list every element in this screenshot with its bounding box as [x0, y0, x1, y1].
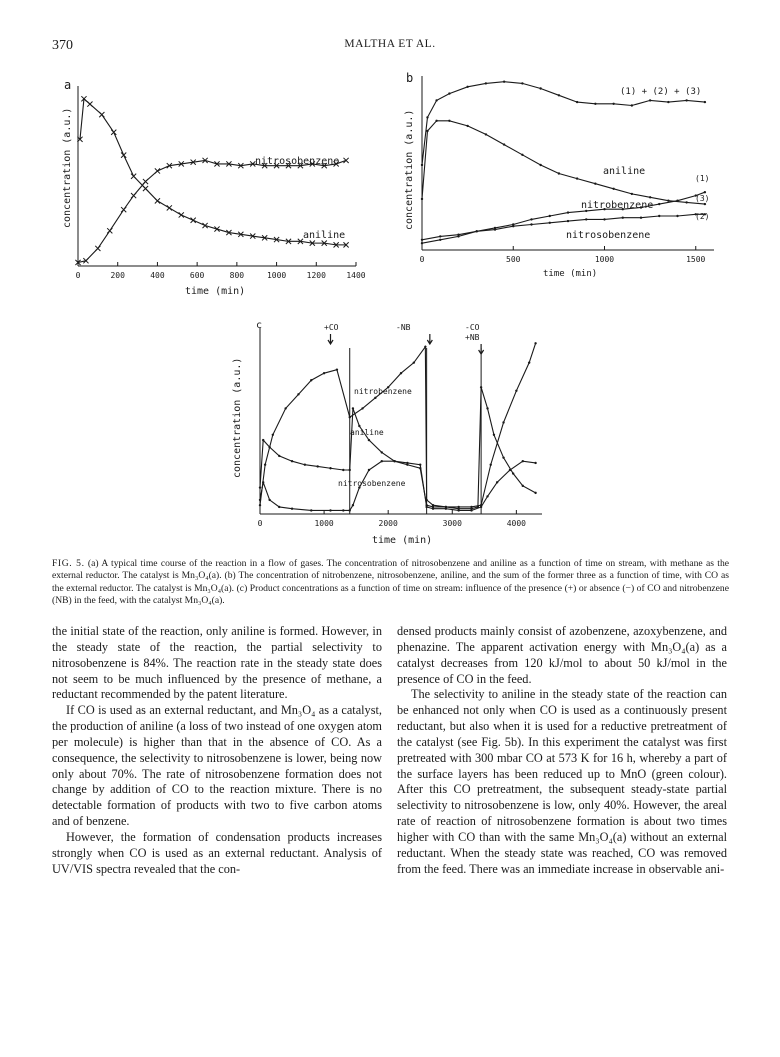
- data-point: [291, 508, 293, 510]
- panel-a-x-ticks: [76, 262, 366, 280]
- data-point: [490, 464, 492, 466]
- data-point: [143, 179, 148, 184]
- panel-b-x-ticks: [420, 246, 706, 264]
- data-point: [435, 120, 437, 122]
- data-point: [466, 86, 468, 88]
- panel-b-label-nitrobenzene: nitrobenzene: [581, 200, 654, 211]
- data-point: [558, 94, 560, 96]
- data-point: [612, 103, 614, 105]
- panel-c-ylabel: concentration (a.u.): [232, 357, 243, 478]
- data-point: [310, 509, 312, 511]
- data-point: [304, 464, 306, 466]
- data-point: [631, 193, 633, 195]
- body-paragraph: However, the formation of condensation products increases strongly when CO is used as an external reductant. Analysis of UV/VIS spectra revealed that the con-: [52, 829, 382, 876]
- x-tick-label: 600: [189, 271, 205, 280]
- data-point: [297, 393, 299, 395]
- body-paragraph: densed products mainly consist of azobenzene, azoxybenzene, and phenazine. The apparent activation energy with Mn₃O₄(a) as a catalyst decreases from 120 kJ/mol to about 50 kJ/mol in the presence of CO in the feed.: [397, 624, 727, 686]
- data-point: [576, 177, 578, 179]
- x-tick-label: 4000: [506, 519, 526, 528]
- figure-caption-label: FIG. 5.: [52, 558, 85, 569]
- data-point: [329, 509, 331, 511]
- data-point: [457, 506, 459, 508]
- data-point: [278, 455, 280, 457]
- panel-b-label-sum: (1) + (2) + (3): [620, 87, 702, 97]
- x-tick-label: 1400: [346, 271, 366, 280]
- data-point: [400, 372, 402, 374]
- data-point: [259, 499, 261, 501]
- data-point: [381, 460, 383, 462]
- data-point: [685, 99, 687, 101]
- figure-panel-c: [228, 318, 548, 554]
- data-point: [622, 217, 624, 219]
- data-point: [284, 407, 286, 409]
- data-point: [704, 101, 706, 103]
- panel-a-label: a: [64, 78, 72, 92]
- body-paragraph: If CO is used as an external reductant, and Mn₃O₄ as a catalyst, the production of aniline (a loss of two instead of one oxygen atom per molecule) is higher than that in the absence of CO. As a consequence, the selectivity to nitrosobenzene is lower, being now only about 70%. The rate of nitrosobenzene formation does not change by addition of CO to the reaction mixture. There is no detectable formation of products with two to five carbon atoms and of benzene.: [52, 703, 382, 829]
- data-point: [502, 421, 504, 423]
- data-point: [291, 460, 293, 462]
- event-arrow: [427, 334, 432, 344]
- data-point: [191, 218, 196, 223]
- data-point: [549, 215, 551, 217]
- data-point: [343, 158, 348, 163]
- event-arrow: [479, 344, 484, 354]
- data-point: [352, 407, 354, 409]
- data-point: [676, 215, 678, 217]
- data-point: [667, 101, 669, 103]
- panel-b-label: b: [406, 71, 414, 85]
- data-point: [426, 116, 428, 118]
- x-tick-label: 1200: [306, 271, 326, 280]
- panel-c-label-nitrosobenzene: nitrosobenzene: [338, 479, 406, 488]
- data-point: [480, 386, 482, 388]
- running-head: MALTHA ET AL.: [344, 38, 436, 50]
- data-point: [658, 203, 660, 205]
- data-point: [439, 235, 441, 237]
- data-point: [704, 203, 706, 205]
- body-paragraph: the initial state of the reaction, only aniline is formed. However, in the steady state of the reaction, the partial selectivity to nitrosobenzene is 84%. The reaction rate in the steady state does not seem to be much influenced by the presence of methane, a reductant recommended by the patent literature.: [52, 624, 382, 702]
- data-point: [667, 200, 669, 202]
- panel-c-event-plus-co: +CO: [324, 323, 339, 332]
- x-tick-label: 0: [419, 255, 425, 264]
- data-point: [368, 439, 370, 441]
- data-point: [349, 469, 351, 471]
- data-point: [480, 506, 482, 508]
- x-tick-label: 1000: [314, 519, 334, 528]
- data-point: [361, 407, 363, 409]
- x-tick-label: 2000: [378, 519, 398, 528]
- data-point: [435, 99, 437, 101]
- data-point: [649, 99, 651, 101]
- data-point: [530, 223, 532, 225]
- data-point: [406, 462, 408, 464]
- figure-panel-a: [60, 78, 365, 300]
- data-point: [259, 486, 261, 488]
- data-point: [349, 416, 351, 418]
- data-point: [486, 495, 488, 497]
- data-point: [336, 368, 338, 370]
- data-point: [539, 87, 541, 89]
- panel-c-event-minus-nb: -NB: [396, 323, 411, 332]
- body-right-column: [397, 624, 727, 878]
- data-point: [352, 504, 354, 506]
- panel-c-event-plus-nb: +NB: [465, 333, 480, 342]
- data-point: [131, 174, 136, 179]
- data-point: [512, 225, 514, 227]
- data-point: [413, 361, 415, 363]
- data-point: [342, 509, 344, 511]
- panel-c-x-ticks: [258, 510, 527, 528]
- data-point: [534, 342, 536, 344]
- data-point: [631, 104, 633, 106]
- data-point: [439, 239, 441, 241]
- data-point: [457, 509, 459, 511]
- panel-a-label-nitrosobenzene: nitrosobenzene: [255, 156, 340, 167]
- data-point: [558, 172, 560, 174]
- x-tick-label: 500: [506, 255, 521, 264]
- data-point: [649, 196, 651, 198]
- data-point: [358, 425, 360, 427]
- data-point: [111, 130, 116, 135]
- data-point: [512, 472, 514, 474]
- data-point: [457, 235, 459, 237]
- data-point: [476, 230, 478, 232]
- data-point: [155, 198, 160, 203]
- data-point: [585, 218, 587, 220]
- data-point: [521, 154, 523, 156]
- data-point: [121, 153, 126, 158]
- data-point: [421, 239, 423, 241]
- data-point: [419, 464, 421, 466]
- data-point: [485, 133, 487, 135]
- panel-b-tag-1: (1): [695, 174, 710, 183]
- data-point: [262, 481, 264, 483]
- data-point: [310, 379, 312, 381]
- data-point: [121, 207, 126, 212]
- panel-c-label: c: [256, 320, 263, 331]
- data-point: [95, 246, 100, 251]
- data-point: [502, 456, 504, 458]
- panel-c-label-aniline: aniline: [350, 428, 384, 437]
- data-point: [316, 465, 318, 467]
- figure-panel-b: [398, 70, 720, 282]
- data-point: [470, 509, 472, 511]
- data-point: [612, 188, 614, 190]
- data-point: [342, 469, 344, 471]
- data-point: [99, 112, 104, 117]
- data-point: [534, 462, 536, 464]
- data-point: [393, 460, 395, 462]
- data-point: [445, 508, 447, 510]
- data-point: [685, 201, 687, 203]
- x-tick-label: 400: [150, 271, 165, 280]
- data-point: [268, 446, 270, 448]
- x-tick-label: 1000: [266, 271, 287, 280]
- data-point: [549, 222, 551, 224]
- data-point: [264, 464, 266, 466]
- data-point: [603, 218, 605, 220]
- data-point: [349, 509, 351, 511]
- panel-a-ylabel: concentration (a.u.): [62, 107, 73, 228]
- series-line-nitrosobenzene: [422, 214, 705, 243]
- data-point: [272, 434, 274, 436]
- x-tick-label: 200: [110, 271, 125, 280]
- data-point: [522, 460, 524, 462]
- data-point: [262, 439, 264, 441]
- figure-caption: [52, 558, 729, 608]
- data-point: [167, 205, 172, 210]
- data-point: [448, 120, 450, 122]
- data-point: [576, 101, 578, 103]
- data-point: [493, 434, 495, 436]
- data-point: [368, 469, 370, 471]
- data-point: [567, 220, 569, 222]
- data-point: [539, 164, 541, 166]
- page-number: 370: [52, 38, 73, 53]
- data-point: [131, 193, 136, 198]
- data-point: [374, 397, 376, 399]
- data-point: [268, 499, 270, 501]
- data-point: [323, 372, 325, 374]
- data-point: [470, 506, 472, 508]
- data-point: [503, 143, 505, 145]
- data-point: [432, 508, 434, 510]
- panel-c-event-minus-co: -CO: [465, 323, 480, 332]
- panel-c-label-nitrobenzene: nitrobenzene: [354, 387, 412, 396]
- panel-a-label-aniline: aniline: [303, 230, 346, 241]
- data-point: [421, 198, 423, 200]
- panel-b-tag-2: (2): [695, 212, 710, 221]
- data-point: [466, 125, 468, 127]
- x-tick-label: 0: [257, 519, 263, 528]
- data-point: [421, 242, 423, 244]
- x-tick-label: 800: [229, 271, 245, 280]
- data-point: [155, 168, 160, 173]
- series-line-aniline: [422, 121, 705, 204]
- data-point: [676, 200, 678, 202]
- event-arrow: [328, 334, 333, 344]
- data-point: [278, 506, 280, 508]
- data-point: [528, 361, 530, 363]
- data-point: [503, 81, 505, 83]
- series-line-nitrosobenzene: [78, 160, 346, 262]
- panel-b-xlabel: time (min): [543, 269, 598, 279]
- data-point: [594, 103, 596, 105]
- data-point: [179, 212, 184, 217]
- panel-b-label-nitrosobenzene: nitrosobenzene: [566, 230, 651, 241]
- data-point: [87, 101, 92, 106]
- data-point: [509, 469, 511, 471]
- data-point: [515, 390, 517, 392]
- data-point: [567, 211, 569, 213]
- data-point: [107, 228, 112, 233]
- panel-b-tag-3: (3): [695, 194, 710, 203]
- data-point: [421, 164, 423, 166]
- body-left-column: [52, 624, 382, 878]
- data-point: [521, 82, 523, 84]
- panel-a-xlabel: time (min): [185, 286, 246, 297]
- data-point: [658, 215, 660, 217]
- data-point: [494, 228, 496, 230]
- data-point: [259, 504, 261, 506]
- panel-c-xlabel: time (min): [372, 535, 433, 546]
- data-point: [496, 481, 498, 483]
- data-point: [329, 467, 331, 469]
- data-point: [425, 506, 427, 508]
- data-point: [640, 217, 642, 219]
- body-paragraph: The selectivity to aniline in the steady state of the reaction can be enhanced not only when CO is used as a continuously present reductant, but also when it is used for a reductive pretreatment of the catalyst (see Fig. 5b). In this experiment the catalyst was first pretreated with 300 mbar CO at 573 K for 16 h, whereby a part of the surface layers has been reduced up to MnO (green colour). After this CO pretreatment, the subsequent steady-state partial selectivity to nitrosobenzene is low, only 40%. However, the areal rate of reaction of nitrosobenzene formation is about two times higher with CO than with the same Mn₃O₄(a) without an external reductant. When the steady state was reached, CO was removed from the feed. There was an immediate increase in observable ani-: [397, 687, 727, 876]
- data-point: [424, 346, 426, 348]
- data-point: [143, 186, 148, 191]
- panel-b-ylabel: concentration (a.u.): [404, 109, 415, 230]
- data-point: [594, 183, 596, 185]
- panel-b-label-aniline: aniline: [603, 166, 646, 177]
- data-point: [534, 492, 536, 494]
- x-tick-label: 1000: [594, 255, 615, 264]
- panel-b-marks: [421, 81, 706, 245]
- figure-caption-text: (a) A typical time course of the reaction in a flow of gases. The concentration of nitrosobenzene and aniline as a function of time on stream, with methane as the external reductor. The catalyst is Mn₃O₄(a). (b) The concentration of nitrobenzene, nitrosobenzene, aniline, and the sum of the former three as a function of time, with CO as the external reductor. The catalyst is Mn₃O₄(a). (c) Product concentrations as a function of time on stream: influence of the presence (+) or absence (−) of CO and nitrobenzene (NB) in the feed, with the catalyst Mn₃O₄(a).: [52, 558, 729, 607]
- series-line-aniline: [80, 99, 346, 245]
- data-point: [530, 218, 532, 220]
- data-point: [522, 485, 524, 487]
- x-tick-label: 1500: [686, 255, 706, 264]
- x-tick-label: 0: [75, 271, 81, 280]
- data-point: [426, 130, 428, 132]
- data-point: [381, 451, 383, 453]
- data-point: [448, 92, 450, 94]
- data-point: [485, 82, 487, 84]
- x-tick-label: 3000: [442, 519, 462, 528]
- data-point: [486, 407, 488, 409]
